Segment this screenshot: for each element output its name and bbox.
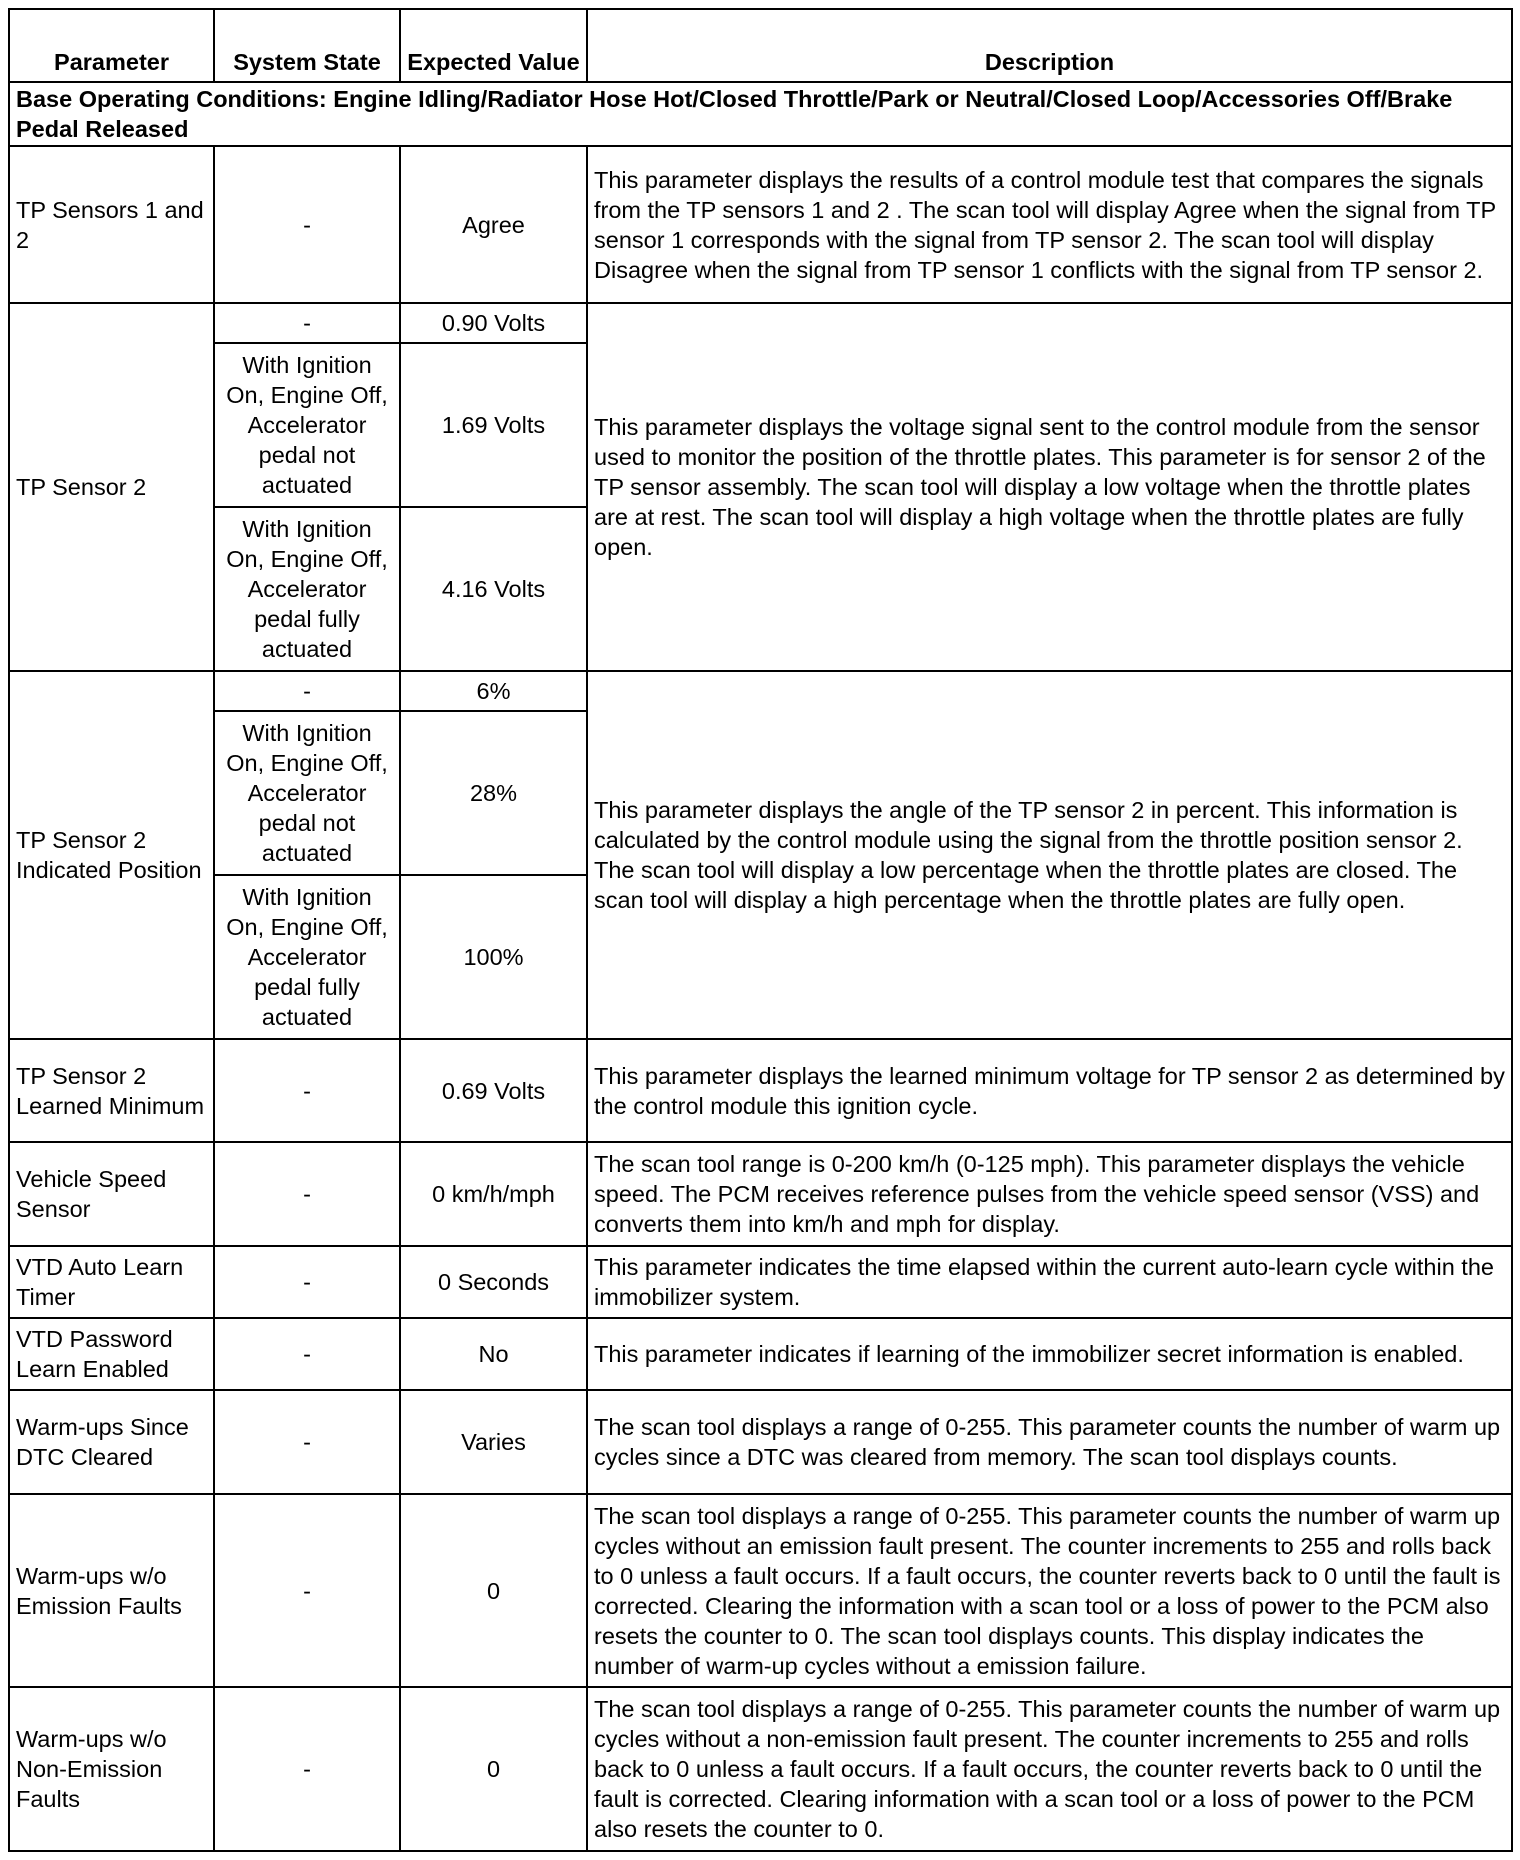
expected-value: 0 <box>400 1687 587 1851</box>
parameter-name: VTD Password Learn Enabled <box>9 1318 214 1390</box>
parameter-name: TP Sensor 2 <box>9 303 214 671</box>
system-state: With Ignition On, Engine Off, Accelerator pedal not actuated <box>214 711 400 875</box>
parameter-name: TP Sensors 1 and 2 <box>9 146 214 303</box>
description: This parameter displays the results of a control module test that compares the signals from the TP sensors 1 and 2 . The scan tool will display Agree when the signal from TP sensor 1 corresponds with the signal from TP sensor 2. The scan tool will display Disagree when the signal from TP sensor 1 conflicts with the signal from TP sensor 2. <box>587 146 1512 303</box>
table-row <box>9 671 1512 711</box>
description: This parameter displays the learned minimum voltage for TP sensor 2 as determined by the control module this ignition cycle. <box>587 1039 1512 1142</box>
expected-value: 0.69 Volts <box>400 1039 587 1142</box>
expected-value: 0 Seconds <box>400 1246 587 1318</box>
header-row <box>9 9 1512 82</box>
expected-value: Varies <box>400 1390 587 1494</box>
base-operating-conditions: Base Operating Conditions: Engine Idling/Radiator Hose Hot/Closed Throttle/Park or Neutral/Closed Loop/Accessories Off/Brake Pedal Released <box>9 82 1512 146</box>
description: The scan tool range is 0-200 km/h (0-125 mph). This parameter displays the vehicle speed. The PCM receives reference pulses from the vehicle speed sensor (VSS) and converts them into km/h and mph for display. <box>587 1142 1512 1246</box>
table-row <box>9 1039 1512 1142</box>
expected-value: 0 km/h/mph <box>400 1142 587 1246</box>
description: The scan tool displays a range of 0-255. This parameter counts the number of warm up cycles without a non-emission fault present. The counter increments to 255 and rolls back to 0 unless a fault occurs. If a fault occurs, the counter reverts back to 0 until the fault is corrected. Clearing information with a scan tool or a loss of power to the PCM also resets the counter to 0. <box>587 1687 1512 1851</box>
table-row <box>9 1390 1512 1494</box>
table-row <box>9 1246 1512 1318</box>
system-state: With Ignition On, Engine Off, Accelerator pedal fully actuated <box>214 875 400 1039</box>
conditions-row <box>9 82 1512 146</box>
system-state: With Ignition On, Engine Off, Accelerator pedal fully actuated <box>214 507 400 671</box>
expected-value: Agree <box>400 146 587 303</box>
description: The scan tool displays a range of 0-255. This parameter counts the number of warm up cycles without an emission fault present. The counter increments to 255 and rolls back to 0 unless a fault occurs. If a fault occurs, the counter reverts back to 0 until the fault is corrected. Clearing the information with a scan tool or a loss of power to the PCM also resets the counter to 0. The scan tool displays counts. This display indicates the number of warm-up cycles without a emission failure. <box>587 1494 1512 1687</box>
expected-value: 1.69 Volts <box>400 343 587 507</box>
header-parameter: Parameter <box>9 9 214 82</box>
system-state: - <box>214 1390 400 1494</box>
description: This parameter indicates if learning of the immobilizer secret information is enabled. <box>587 1318 1512 1390</box>
parameter-name: Warm-ups w/o Emission Faults <box>9 1494 214 1687</box>
parameter-name: TP Sensor 2 Learned Minimum <box>9 1039 214 1142</box>
description: This parameter displays the angle of the TP sensor 2 in percent. This information is calculated by the control module using the signal from the throttle position sensor 2. The scan tool will display a low percentage when the throttle plates are closed. The scan tool will display a high percentage when the throttle plates are fully open. <box>587 671 1512 1039</box>
table-row <box>9 1687 1512 1851</box>
description: This parameter displays the voltage signal sent to the control module from the sensor used to monitor the position of the throttle plates. This parameter is for sensor 2 of the TP sensor assembly. The scan tool will display a low voltage when the throttle plates are at rest. The scan tool will display a high voltage when the throttle plates are fully open. <box>587 303 1512 671</box>
system-state: - <box>214 1039 400 1142</box>
parameter-table <box>8 8 1513 1852</box>
expected-value: 28% <box>400 711 587 875</box>
header-system-state: System State <box>214 9 400 82</box>
system-state: With Ignition On, Engine Off, Accelerator pedal not actuated <box>214 343 400 507</box>
parameter-name: VTD Auto Learn Timer <box>9 1246 214 1318</box>
table-row <box>9 303 1512 343</box>
system-state: - <box>214 1318 400 1390</box>
table-row <box>9 1318 1512 1390</box>
expected-value: 0 <box>400 1494 587 1687</box>
description: This parameter indicates the time elapsed within the current auto-learn cycle within the immobilizer system. <box>587 1246 1512 1318</box>
system-state: - <box>214 1687 400 1851</box>
system-state: - <box>214 1142 400 1246</box>
header-description: Description <box>587 9 1512 82</box>
table-row <box>9 1494 1512 1687</box>
table-row <box>9 146 1512 303</box>
parameter-name: Warm-ups Since DTC Cleared <box>9 1390 214 1494</box>
system-state: - <box>214 671 400 711</box>
parameter-name: TP Sensor 2 Indicated Position <box>9 671 214 1039</box>
expected-value: 0.90 Volts <box>400 303 587 343</box>
description: The scan tool displays a range of 0-255. This parameter counts the number of warm up cycles since a DTC was cleared from memory. The scan tool displays counts. <box>587 1390 1512 1494</box>
expected-value: 4.16 Volts <box>400 507 587 671</box>
system-state: - <box>214 1246 400 1318</box>
system-state: - <box>214 1494 400 1687</box>
parameter-name: Warm-ups w/o Non-Emission Faults <box>9 1687 214 1851</box>
table-row <box>9 1142 1512 1246</box>
expected-value: 6% <box>400 671 587 711</box>
header-expected-value: Expected Value <box>400 9 587 82</box>
expected-value: No <box>400 1318 587 1390</box>
system-state: - <box>214 146 400 303</box>
system-state: - <box>214 303 400 343</box>
parameter-name: Vehicle Speed Sensor <box>9 1142 214 1246</box>
expected-value: 100% <box>400 875 587 1039</box>
